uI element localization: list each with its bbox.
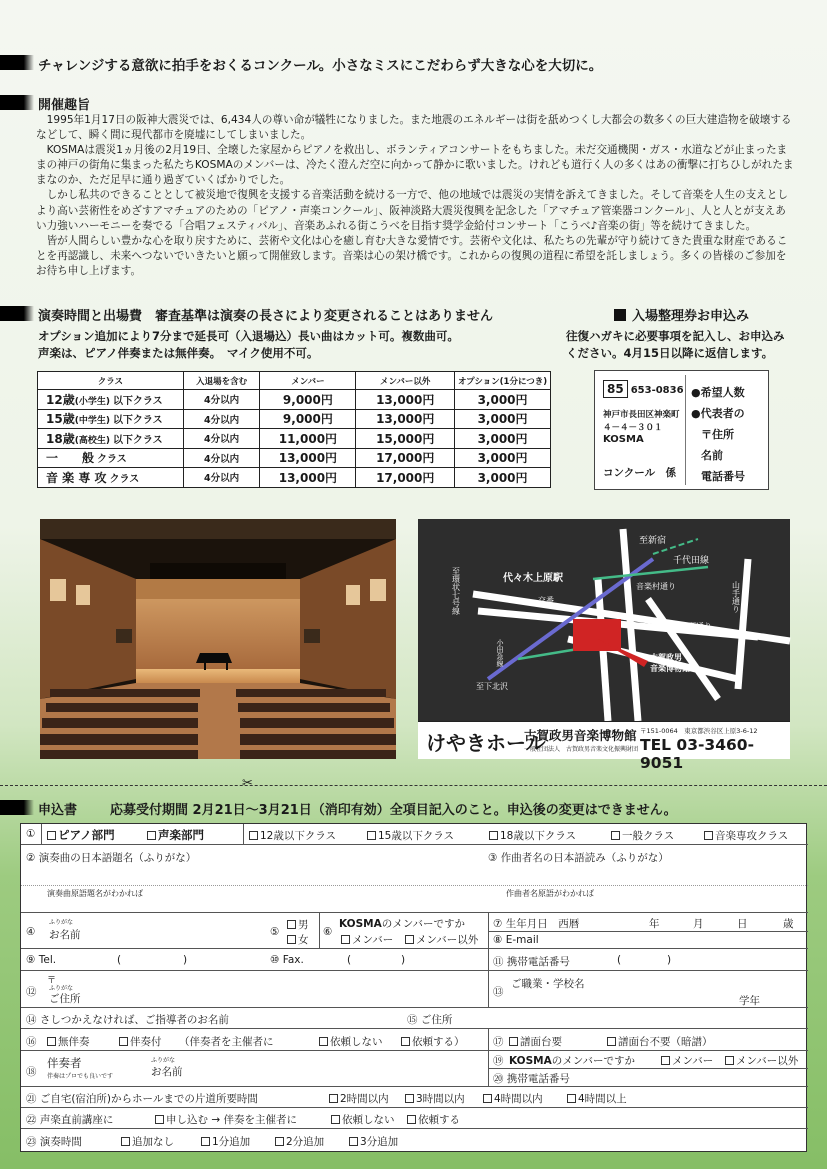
- purpose-body: [36, 113, 794, 279]
- name-field[interactable]: お名前: [49, 929, 81, 941]
- fee-member: 9,000円: [260, 409, 356, 429]
- application-form: [20, 823, 807, 1152]
- teacher-field[interactable]: ⑭ さしつかえなければ、ご指導者のお名前: [26, 1014, 229, 1026]
- birthdate-field[interactable]: ⑦ 生年月日 西暦: [493, 918, 580, 930]
- accomp-no-request[interactable]: 依頼しない: [319, 1034, 383, 1049]
- fee-member: 9,000円: [260, 390, 356, 410]
- class-option[interactable]: 一般クラス: [611, 828, 674, 843]
- teacher-address-field[interactable]: ⑮ ご住所: [407, 1014, 453, 1026]
- purpose-paragraph: しかし私共のできることとして被災地で復興を支援する音楽活動を続ける一方で、他の地域では震災の実情を訴えてきました。そして音楽を人生の支えとしより高い芸術性をめざすアマチュアのための「ピアノ・声楽コンクール」、阪神淡路大震災復興を記念した「アマチュア管楽器コンクール」、人と人とが支えあい力強いハーモニーを奏でる「合唱フェスティバル」、音楽あふれる街こうべを目指す奨学金給付コンサート「こうべ♪音楽の街」等を続けてきました。: [36, 189, 788, 232]
- mobile-field[interactable]: ⑪ 携帯電話番号: [493, 956, 570, 968]
- course-no-request[interactable]: 依頼しない: [331, 1112, 395, 1127]
- fee-class: 18歳(高校生) 以下クラス: [38, 429, 184, 449]
- fee-time: 4分以内: [183, 409, 260, 429]
- map-label-kanpachi: 至環状七号線: [451, 567, 461, 615]
- fee-member: 11,000円: [260, 429, 356, 449]
- map-label-ongakumura: 音楽村通り: [636, 582, 676, 591]
- museum-name: 古賀政男音楽博物館: [524, 728, 637, 743]
- section-bar: [0, 95, 34, 110]
- hall-name: けやきホール: [426, 731, 546, 755]
- map-label-yamate: 山手通り: [731, 581, 741, 613]
- travel-option[interactable]: 4時間以内: [483, 1091, 543, 1106]
- time-option[interactable]: 3分追加: [349, 1134, 398, 1149]
- fee-option: 3,000円: [455, 468, 551, 488]
- fees-title: 演奏時間と出場費 審査基準は演奏の長さにより変更されることはありません: [38, 309, 494, 324]
- map-label-koban: 交番: [538, 596, 554, 605]
- nonmember-option[interactable]: メンバー以外: [405, 932, 478, 947]
- fee-time: 4分以内: [183, 468, 260, 488]
- travel-option[interactable]: 2時間以内: [329, 1091, 389, 1106]
- map-label-chiyoda: 千代田線: [673, 556, 710, 566]
- fees-note: オプション追加により7分まで延長可（入退場込）長い曲はカット可。複数曲可。: [38, 329, 459, 343]
- form-row-performance-time: ㉓ 演奏時間 追加なし 1分追加 2分追加 3分追加: [26, 1136, 399, 1148]
- section-bar: [0, 55, 34, 70]
- fee-option: 3,000円: [455, 429, 551, 449]
- fee-table-header: クラス 入退場を含む メンバー メンバー以外 オプション(1分につき): [38, 372, 551, 390]
- application-period: 応募受付期間 2月21日～3月21日（消印有効）全項目記入のこと。申込後の変更はできません。: [110, 803, 677, 818]
- fee-table-row: [38, 390, 551, 410]
- museum-tel: TEL 03-3460-9051: [640, 736, 755, 772]
- museum-org: 一般社団法人 古賀政男音楽文化振興財団: [524, 746, 639, 753]
- form-row-accompaniment: ⑯ 無伴奏 伴奏付 （伴奏者を主催者に 依頼しない 依頼する） ⑰ 譜面台要 譜面台不要（暗譜）: [21, 1029, 808, 1051]
- purpose-paragraph: 1995年1月17日の阪神大震災では、6,434人の尊い命が犠牲になりました。また地震のエネルギーは街を舐めつくし大都会の数多くの巨大建造物を破壊するなどして、瞬く間に現代都市を廃墟にしてしまいました。: [36, 114, 792, 142]
- ticket-title: 入場整理券お申込み: [614, 305, 749, 324]
- fees-notes: [38, 328, 459, 362]
- map-label-museum: 古賀政男: [650, 653, 682, 662]
- school-field[interactable]: ご職業・学校名: [511, 978, 585, 990]
- form-row-teacher: [21, 1008, 808, 1029]
- fee-time: 4分以内: [183, 390, 260, 410]
- purpose-paragraph: 皆が人間らしい豊かな心を取り戻すために、芸術や文化は心を癒し育む大きな愛情です。芸術や文化は、私たちの先輩が守り続けてきた貴重な財産であることを再認識し、未来へつないでいきたいと願って開催致します。音楽は心の架け橋です。これからの復興の道程に希望を託しましょう。多くの皆様のご参加をお待ち申し上げます。: [36, 234, 788, 277]
- time-option[interactable]: 2分追加: [275, 1134, 324, 1149]
- form-row-accompanist: ⑱ 伴奏者 伴奏はプロでも良いです ふりがな お名前 ⑲ KOSMAのメンバーですか メンバー メンバー以外 ⑳ 携帯電話番号: [21, 1051, 808, 1087]
- map-label-museum: 音楽博物館: [650, 664, 690, 673]
- class-option[interactable]: 音楽専攻クラス: [704, 828, 788, 843]
- hall-photo-image: [40, 519, 396, 759]
- class-option[interactable]: 18歳以下クラス: [489, 828, 576, 843]
- acc-nonmember-option[interactable]: メンバー以外: [725, 1053, 798, 1068]
- form-row-class: ① ピアノ部門 声楽部門 12歳以下クラス 15歳以下クラス 18歳以下クラス 一般クラス 音楽専攻クラス: [21, 824, 808, 845]
- tagline: チャレンジする意欲に拍手をおくるコンクール。小さなミスにこだわらず大きな心を大切に。: [38, 58, 603, 74]
- fee-member: 13,000円: [260, 448, 356, 468]
- acc-member-option[interactable]: メンバー: [661, 1053, 713, 1068]
- map-label-inokashira: 井の頭通り: [672, 622, 712, 631]
- fee-nonmember: 17,000円: [356, 448, 455, 468]
- email-field[interactable]: ⑧ E-mail: [493, 934, 539, 946]
- scissors-icon: ✂: [242, 776, 253, 791]
- no-accompaniment[interactable]: 無伴奏: [47, 1034, 90, 1049]
- travel-option[interactable]: 3時間以内: [405, 1091, 465, 1106]
- application-title: 申込書: [38, 803, 78, 818]
- sex-male[interactable]: 男: [287, 917, 309, 932]
- fee-class: 一 般 クラス: [38, 448, 184, 468]
- form-row-travel-time: ㉑ ご自宅(宿泊所)からホールまでの片道所要時間 2時間以内 3時間以内 4時間以内 4時間以上: [21, 1087, 808, 1108]
- access-map: [418, 519, 790, 772]
- map-label-station: 代々木上原駅: [503, 573, 563, 584]
- fee-table: [37, 371, 551, 488]
- member-option[interactable]: メンバー: [341, 932, 393, 947]
- square-icon: [614, 309, 626, 321]
- fee-nonmember: 17,000円: [356, 468, 455, 488]
- postcard-required-items: ●希望人数 ●代表者の 〒住所 名前 電話番号: [691, 386, 745, 483]
- fee-nonmember: 15,000円: [356, 429, 455, 449]
- class-option[interactable]: 15歳以下クラス: [367, 828, 454, 843]
- form-row-tel: ⑨ Tel. ( ) ⑩ Fax. ( ) ⑪ 携帯電話番号 ( ): [21, 949, 808, 971]
- piano-option[interactable]: ピアノ部門: [47, 827, 115, 843]
- fee-class: 15歳(中学生) 以下クラス: [38, 409, 184, 429]
- section-bar: [0, 306, 34, 321]
- fee-nonmember: 13,000円: [356, 390, 455, 410]
- fee-nonmember: 13,000円: [356, 409, 455, 429]
- purpose-title: 開催趣旨: [38, 98, 91, 113]
- composer-field[interactable]: ③ 作曲者名の日本語読み（ふりがな）: [488, 852, 669, 864]
- form-row-address: ⑫ 〒 ふりがな ご住所 ⑬ ご職業・学校名 学年: [21, 971, 808, 1008]
- fee-table-row: [38, 468, 551, 488]
- time-option[interactable]: 追加なし: [121, 1134, 174, 1149]
- fee-time: 4分以内: [183, 448, 260, 468]
- fee-time: 4分以内: [183, 429, 260, 449]
- stand-not-needed[interactable]: 譜面台不要（暗譜）: [607, 1034, 713, 1049]
- section-bar: [0, 800, 34, 815]
- postcard-zip: 85 653-0836: [603, 380, 684, 398]
- stand-needed[interactable]: 譜面台要: [509, 1034, 562, 1049]
- vocal-option[interactable]: 声楽部門: [147, 827, 204, 843]
- checkbox[interactable]: [147, 831, 156, 840]
- fee-table-row: [38, 429, 551, 449]
- fee-member: 13,000円: [260, 468, 356, 488]
- fee-class: 音 楽 専 攻 クラス: [38, 468, 184, 488]
- map-label-shinjuku: 至新宿: [639, 536, 667, 546]
- fee-option: 3,000円: [455, 390, 551, 410]
- travel-option[interactable]: 4時間以上: [567, 1091, 627, 1106]
- map-footer: [418, 721, 790, 772]
- form-row-name: ④ ふりがな お名前 ⑤ 男 女 ⑥ KOSMAのメンバーですか メンバー メンバー以外 ⑦ 生年月日 西暦 年 月 日 歳 ⑧ E-mail: [21, 913, 808, 949]
- fees-note: 声楽は、ピアノ伴奏または無伴奏。 マイク使用不可。: [38, 346, 319, 360]
- accompanist-field[interactable]: 伴奏者: [47, 1056, 82, 1070]
- course-request[interactable]: 依頼する: [407, 1112, 460, 1127]
- map-label-shimokita: 至下北沢: [476, 682, 508, 691]
- with-accompaniment[interactable]: 伴奏付: [119, 1034, 162, 1049]
- form-row-vocal-course: ㉒ 声楽直前講座に 申し込む → 伴奏を主催者に 依頼しない 依頼する: [21, 1108, 808, 1129]
- course-apply[interactable]: 申し込む → 伴奏を主催者に: [155, 1112, 297, 1127]
- cut-line: [0, 785, 827, 786]
- map-label-odakyu: 小田急線: [496, 639, 504, 667]
- ticket-text: 往復ハガキに必要事項を記入し、お申込み ください。4月15日以降に返信します。: [566, 329, 785, 360]
- fax-field[interactable]: ⑩ Fax.: [270, 954, 304, 966]
- postcard-address: 神戸市長田区神楽町 ４－４－３０１ KOSMA: [603, 410, 680, 445]
- checkbox[interactable]: [47, 831, 56, 840]
- fee-option: 3,000円: [455, 448, 551, 468]
- sex-female[interactable]: 女: [287, 932, 309, 947]
- postcard-sample: [594, 370, 769, 490]
- address-field[interactable]: ご住所: [49, 993, 81, 1005]
- fee-option: 3,000円: [455, 409, 551, 429]
- museum-address: 〒151-0064 東京都渋谷区上原3-6-12: [640, 727, 758, 735]
- fee-table-row: [38, 409, 551, 429]
- time-option[interactable]: 1分追加: [201, 1134, 250, 1149]
- map-graphic: [418, 519, 790, 721]
- postcard-dept: コンクール 係: [603, 467, 677, 479]
- fee-class: 12歳(小学生) 以下クラス: [38, 390, 184, 410]
- class-option[interactable]: 12歳以下クラス: [249, 828, 336, 843]
- acc-mobile-field[interactable]: ⑳ 携帯電話番号: [493, 1073, 570, 1085]
- purpose-paragraph: KOSMAは震災1ヵ月後の2月19日、全壊した家屋からピアノを救出し、ボランティアコンサートをもちました。未だ交通機関・ガス・水道などが止まったままの神戸の街角に集まった私たちKOSMAのメンバーは、冷たく澄んだ空に向かって静かに歌いました。けれども道行く人の多くはあの衝撃に打ちひしがれたままなのか、ただ足早に通り過ぎていくばかりでした。: [36, 144, 794, 187]
- accomp-request[interactable]: 依頼する）: [401, 1034, 465, 1049]
- accompanist-name-field[interactable]: お名前: [151, 1066, 183, 1078]
- fee-table-row: [38, 448, 551, 468]
- hall-photo: [40, 519, 396, 759]
- tel-field[interactable]: ⑨ Tel.: [26, 954, 57, 966]
- song-title-field[interactable]: ② 演奏曲の日本語題名（ふりがな）: [26, 852, 197, 864]
- form-row-song: ② 演奏曲の日本語題名（ふりがな） ③ 作曲者名の日本語読み（ふりがな） 演奏曲原語題名がわかれば 作曲者名原語がわかれば: [21, 845, 808, 913]
